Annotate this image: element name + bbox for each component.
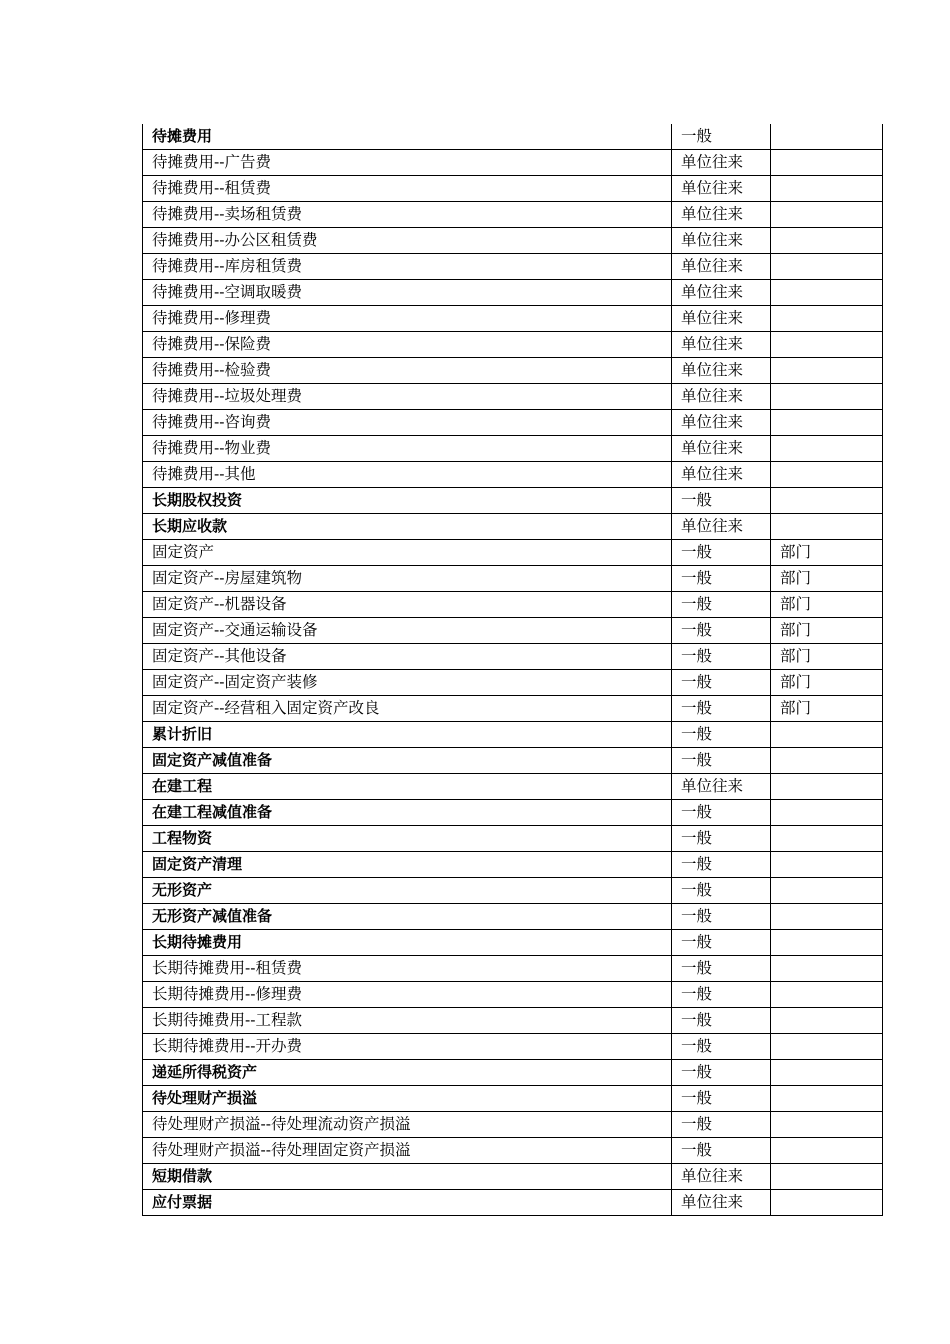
account-type-cell: 一般 [672, 618, 771, 644]
auxiliary-cell [771, 306, 883, 332]
table-row [143, 982, 883, 1008]
account-type-cell: 一般 [672, 956, 771, 982]
auxiliary-cell [771, 384, 883, 410]
auxiliary-cell [771, 904, 883, 930]
auxiliary-cell [771, 150, 883, 176]
account-type-cell: 单位往来 [672, 332, 771, 358]
account-name-cell: 待摊费用--修理费 [143, 306, 672, 332]
account-type-cell: 一般 [672, 124, 771, 150]
auxiliary-cell [771, 124, 883, 150]
account-type-cell: 一般 [672, 1034, 771, 1060]
table-row [143, 930, 883, 956]
auxiliary-cell [771, 1190, 883, 1216]
account-name-cell: 固定资产--固定资产装修 [143, 670, 672, 696]
account-type-cell: 一般 [672, 800, 771, 826]
table-row [143, 150, 883, 176]
auxiliary-cell [771, 1034, 883, 1060]
account-type-cell: 一般 [672, 904, 771, 930]
table-row [143, 956, 883, 982]
account-type-cell: 一般 [672, 644, 771, 670]
account-name-cell: 工程物资 [143, 826, 672, 852]
account-type-cell: 单位往来 [672, 150, 771, 176]
auxiliary-cell: 部门 [771, 644, 883, 670]
auxiliary-cell: 部门 [771, 540, 883, 566]
table-row [143, 1164, 883, 1190]
account-name-cell: 待处理财产损溢--待处理固定资产损溢 [143, 1138, 672, 1164]
account-name-cell: 递延所得税资产 [143, 1060, 672, 1086]
account-name-cell: 待摊费用--保险费 [143, 332, 672, 358]
table-row [143, 280, 883, 306]
table-row [143, 1086, 883, 1112]
table-row [143, 436, 883, 462]
account-type-cell: 一般 [672, 722, 771, 748]
account-name-cell: 固定资产 [143, 540, 672, 566]
table-row [143, 176, 883, 202]
table-row [143, 774, 883, 800]
table-row [143, 254, 883, 280]
auxiliary-cell: 部门 [771, 696, 883, 722]
account-type-cell: 单位往来 [672, 774, 771, 800]
account-name-cell: 待摊费用--办公区租赁费 [143, 228, 672, 254]
account-name-cell: 固定资产--交通运输设备 [143, 618, 672, 644]
account-name-cell: 应付票据 [143, 1190, 672, 1216]
auxiliary-cell: 部门 [771, 592, 883, 618]
table-row [143, 488, 883, 514]
account-type-cell: 一般 [672, 1060, 771, 1086]
account-name-cell: 待处理财产损溢 [143, 1086, 672, 1112]
account-name-cell: 长期待摊费用--修理费 [143, 982, 672, 1008]
account-name-cell: 短期借款 [143, 1164, 672, 1190]
account-type-cell: 单位往来 [672, 1190, 771, 1216]
auxiliary-cell [771, 1086, 883, 1112]
account-name-cell: 待摊费用--租赁费 [143, 176, 672, 202]
account-name-cell: 长期待摊费用 [143, 930, 672, 956]
account-name-cell: 累计折旧 [143, 722, 672, 748]
account-type-cell: 一般 [672, 1086, 771, 1112]
table-row [143, 358, 883, 384]
account-name-cell: 在建工程减值准备 [143, 800, 672, 826]
account-type-cell: 一般 [672, 878, 771, 904]
table-row [143, 1060, 883, 1086]
auxiliary-cell [771, 1008, 883, 1034]
auxiliary-cell [771, 748, 883, 774]
auxiliary-cell [771, 930, 883, 956]
account-type-cell: 一般 [672, 826, 771, 852]
auxiliary-cell [771, 1060, 883, 1086]
auxiliary-cell [771, 462, 883, 488]
table-row [143, 618, 883, 644]
account-name-cell: 固定资产--其他设备 [143, 644, 672, 670]
table-row [143, 1190, 883, 1216]
auxiliary-cell [771, 852, 883, 878]
account-name-cell: 长期待摊费用--工程款 [143, 1008, 672, 1034]
account-type-cell: 一般 [672, 592, 771, 618]
account-name-cell: 固定资产--房屋建筑物 [143, 566, 672, 592]
table-row [143, 1112, 883, 1138]
account-type-cell: 一般 [672, 748, 771, 774]
account-name-cell: 固定资产--经营租入固定资产改良 [143, 696, 672, 722]
account-type-cell: 一般 [672, 852, 771, 878]
account-name-cell: 待摊费用--库房租赁费 [143, 254, 672, 280]
auxiliary-cell [771, 280, 883, 306]
account-type-cell: 单位往来 [672, 514, 771, 540]
account-type-cell: 单位往来 [672, 358, 771, 384]
table-row [143, 748, 883, 774]
table-row [143, 696, 883, 722]
account-type-cell: 一般 [672, 1008, 771, 1034]
account-name-cell: 固定资产减值准备 [143, 748, 672, 774]
account-type-cell: 一般 [672, 540, 771, 566]
auxiliary-cell [771, 202, 883, 228]
account-type-cell: 一般 [672, 1112, 771, 1138]
account-name-cell: 待摊费用--物业费 [143, 436, 672, 462]
table-row [143, 384, 883, 410]
auxiliary-cell [771, 956, 883, 982]
auxiliary-cell: 部门 [771, 618, 883, 644]
table-row [143, 1034, 883, 1060]
auxiliary-cell [771, 514, 883, 540]
auxiliary-cell [771, 1164, 883, 1190]
account-name-cell: 长期应收款 [143, 514, 672, 540]
auxiliary-cell [771, 800, 883, 826]
table-row [143, 722, 883, 748]
account-type-cell: 单位往来 [672, 202, 771, 228]
auxiliary-cell [771, 358, 883, 384]
table-row [143, 800, 883, 826]
account-name-cell: 待摊费用--垃圾处理费 [143, 384, 672, 410]
auxiliary-cell [771, 436, 883, 462]
account-type-cell: 一般 [672, 930, 771, 956]
account-name-cell: 待摊费用--空调取暖费 [143, 280, 672, 306]
account-type-cell: 单位往来 [672, 254, 771, 280]
account-type-cell: 一般 [672, 1138, 771, 1164]
table-row [143, 540, 883, 566]
account-type-cell: 单位往来 [672, 280, 771, 306]
account-type-cell: 单位往来 [672, 384, 771, 410]
auxiliary-cell [771, 1112, 883, 1138]
account-type-cell: 一般 [672, 488, 771, 514]
account-type-cell: 单位往来 [672, 1164, 771, 1190]
account-name-cell: 待摊费用 [143, 124, 672, 150]
table-row [143, 904, 883, 930]
account-name-cell: 固定资产清理 [143, 852, 672, 878]
auxiliary-cell [771, 878, 883, 904]
account-type-cell: 单位往来 [672, 462, 771, 488]
table-row [143, 332, 883, 358]
table-row [143, 878, 883, 904]
account-type-cell: 一般 [672, 982, 771, 1008]
table-row [143, 1008, 883, 1034]
account-name-cell: 无形资产 [143, 878, 672, 904]
table-row [143, 852, 883, 878]
table-row [143, 202, 883, 228]
account-name-cell: 待摊费用--卖场租赁费 [143, 202, 672, 228]
account-type-cell: 一般 [672, 566, 771, 592]
table-row [143, 514, 883, 540]
auxiliary-cell [771, 982, 883, 1008]
table-row [143, 306, 883, 332]
account-name-cell: 固定资产--机器设备 [143, 592, 672, 618]
account-name-cell: 待摊费用--广告费 [143, 150, 672, 176]
auxiliary-cell: 部门 [771, 566, 883, 592]
table-row [143, 124, 883, 150]
account-type-cell: 单位往来 [672, 306, 771, 332]
account-name-cell: 待处理财产损溢--待处理流动资产损溢 [143, 1112, 672, 1138]
table-row [143, 410, 883, 436]
account-name-cell: 在建工程 [143, 774, 672, 800]
auxiliary-cell [771, 410, 883, 436]
auxiliary-cell [771, 228, 883, 254]
account-name-cell: 长期待摊费用--租赁费 [143, 956, 672, 982]
account-name-cell: 长期股权投资 [143, 488, 672, 514]
table-row [143, 592, 883, 618]
auxiliary-cell [771, 1138, 883, 1164]
auxiliary-cell [771, 332, 883, 358]
table-row [143, 644, 883, 670]
account-name-cell: 待摊费用--其他 [143, 462, 672, 488]
table-row [143, 462, 883, 488]
account-type-cell: 一般 [672, 696, 771, 722]
auxiliary-cell [771, 176, 883, 202]
auxiliary-cell [771, 774, 883, 800]
table-row [143, 1138, 883, 1164]
account-name-cell: 长期待摊费用--开办费 [143, 1034, 672, 1060]
account-name-cell: 待摊费用--检验费 [143, 358, 672, 384]
table-row [143, 826, 883, 852]
account-type-cell: 单位往来 [672, 228, 771, 254]
table-row [143, 670, 883, 696]
auxiliary-cell [771, 254, 883, 280]
account-type-cell: 一般 [672, 670, 771, 696]
account-type-cell: 单位往来 [672, 410, 771, 436]
account-table [142, 124, 883, 1216]
account-type-cell: 单位往来 [672, 176, 771, 202]
auxiliary-cell: 部门 [771, 670, 883, 696]
table-row [143, 228, 883, 254]
account-type-cell: 单位往来 [672, 436, 771, 462]
account-name-cell: 待摊费用--咨询费 [143, 410, 672, 436]
account-table-body [143, 124, 883, 1216]
auxiliary-cell [771, 488, 883, 514]
table-row [143, 566, 883, 592]
auxiliary-cell [771, 826, 883, 852]
auxiliary-cell [771, 722, 883, 748]
account-name-cell: 无形资产减值准备 [143, 904, 672, 930]
